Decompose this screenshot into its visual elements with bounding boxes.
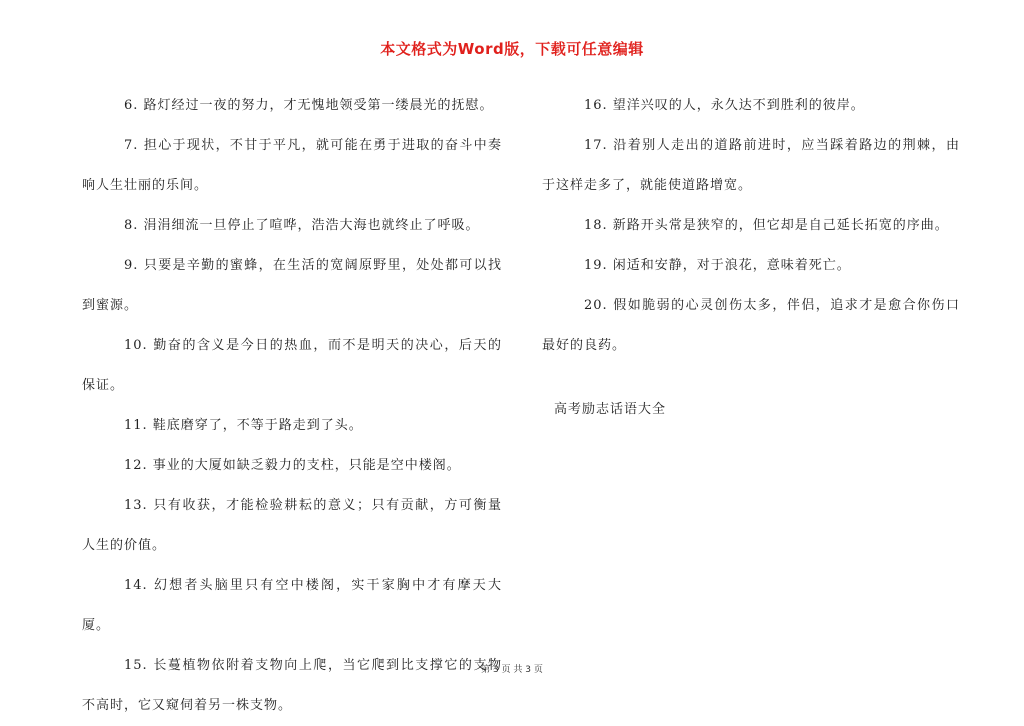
quote-item: 11. 鞋底磨穿了，不等于路走到了头。 <box>124 418 363 433</box>
page-number: 第 3 页 共 3 页 <box>481 665 543 675</box>
quote-item: 13. 只有收获，才能检验耕耘的意义；只有贡献，方可衡量人生的价值。 <box>82 498 502 553</box>
quote-item: 15. 长蔓植物依附着支物向上爬，当它爬到比支撑它的支物不高时，它又窥伺着另一株支物。 <box>82 658 502 713</box>
right-column <box>542 86 960 430</box>
left-column <box>82 86 502 726</box>
quote-item: 19. 闲适和安静，对于浪花，意味着死亡。 <box>584 258 851 273</box>
download-banner: 本文格式为Word版，下载可任意编辑 <box>380 40 644 58</box>
quote-item: 7. 担心于现状，不甘于平凡，就可能在勇于进取的奋斗中奏响人生壮丽的乐间。 <box>82 138 502 193</box>
quote-item: 14. 幻想者头脑里只有空中楼阁，实干家胸中才有摩天大厦。 <box>82 578 502 633</box>
section-subtitle: 高考励志话语大全 <box>554 402 667 417</box>
quote-item: 6. 路灯经过一夜的努力，才无愧地领受第一缕晨光的抚慰。 <box>124 98 494 113</box>
quote-item: 16. 望洋兴叹的人，永久达不到胜利的彼岸。 <box>584 98 865 113</box>
quote-item: 10. 勤奋的含义是今日的热血，而不是明天的决心，后天的保证。 <box>82 338 502 393</box>
quote-item: 9. 只要是辛勤的蜜蜂，在生活的宽阔原野里，处处都可以找到蜜源。 <box>82 258 502 313</box>
quote-item: 18. 新路开头常是狭窄的，但它却是自己延长拓宽的序曲。 <box>584 218 949 233</box>
quote-item: 17. 沿着别人走出的道路前进时，应当踩着路边的荆棘，由于这样走多了，就能使道路增宽。 <box>542 138 960 193</box>
quote-item: 12. 事业的大厦如缺乏毅力的支柱，只能是空中楼阁。 <box>124 458 461 473</box>
quote-item: 20. 假如脆弱的心灵创伤太多，伴侣，追求才是愈合你伤口最好的良药。 <box>542 298 960 353</box>
quote-item: 8. 涓涓细流一旦停止了喧哗，浩浩大海也就终止了呼吸。 <box>124 218 480 233</box>
